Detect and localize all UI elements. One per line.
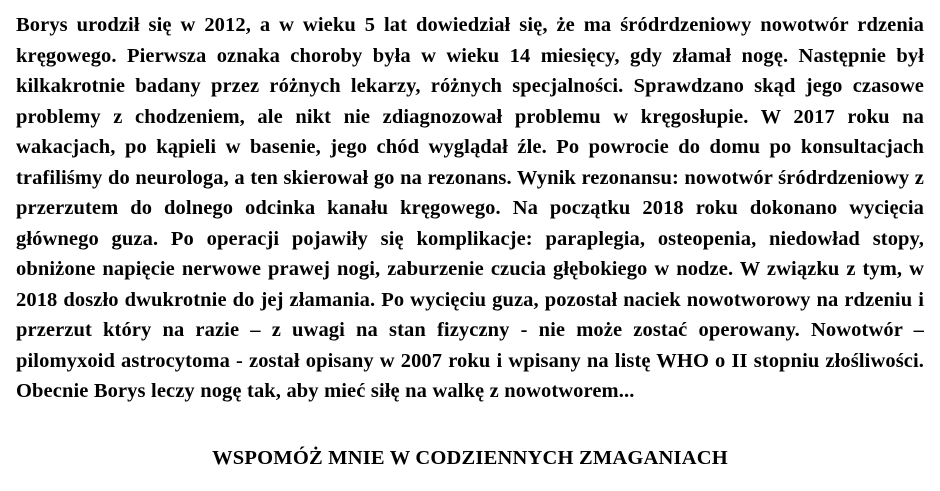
- call-to-action-heading: WSPOMÓŻ MNIE W CODZIENNYCH ZMAGANIACH: [212, 446, 728, 469]
- story-paragraph: Borys urodził się w 2012, a w wieku 5 lat dowiedział się, że ma śródrdzeniowy nowotwór rdzenia kręgowego. Pierwsza oznaka choroby była w wieku 14 miesięcy, gdy złamał nogę. Następnie był kilkakrotnie badany przez różnych lekarzy, różnych specjalności. Sprawdzano skąd jego czasowe problemy z chodzeniem, ale nikt nie zdiagnozował problemu w kręgosłupie. W 2017 roku na wakacjach, po kąpieli w basenie, jego chód wyglądał źle. Po powrocie do domu po konsultacjach trafiliśmy do neurologa, a ten skierował go na rezonans. Wynik rezonansu: nowotwór śródrdzeniowy z przerzutem do dolnego odcinka kanału kręgowego. Na początku 2018 roku dokonano wycięcia głównego guza. Po operacji pojawiły się komplikacje: paraplegia, osteopenia, niedowład stopy, obniżone napięcie nerwowe prawej nogi, zaburzenie czucia głębokiego w nodze. W związku z tym, w 2018 doszło dwukrotnie do jej złamania. Po wycięciu guza, pozostał naciek nowotworowy na rdzeniu i przerzut który na razie – z uwagi na stan fizyczny - nie może zostać operowany. Nowotwór – pilomyxoid astrocytoma - został opisany w 2007 roku i wpisany na listę WHO o II stopniu złośliwości. Obecnie Borys leczy nogę tak, aby mieć siłę na walkę z nowotworem...: [16, 14, 924, 402]
- paragraph-heading-spacer: [14, 407, 926, 437]
